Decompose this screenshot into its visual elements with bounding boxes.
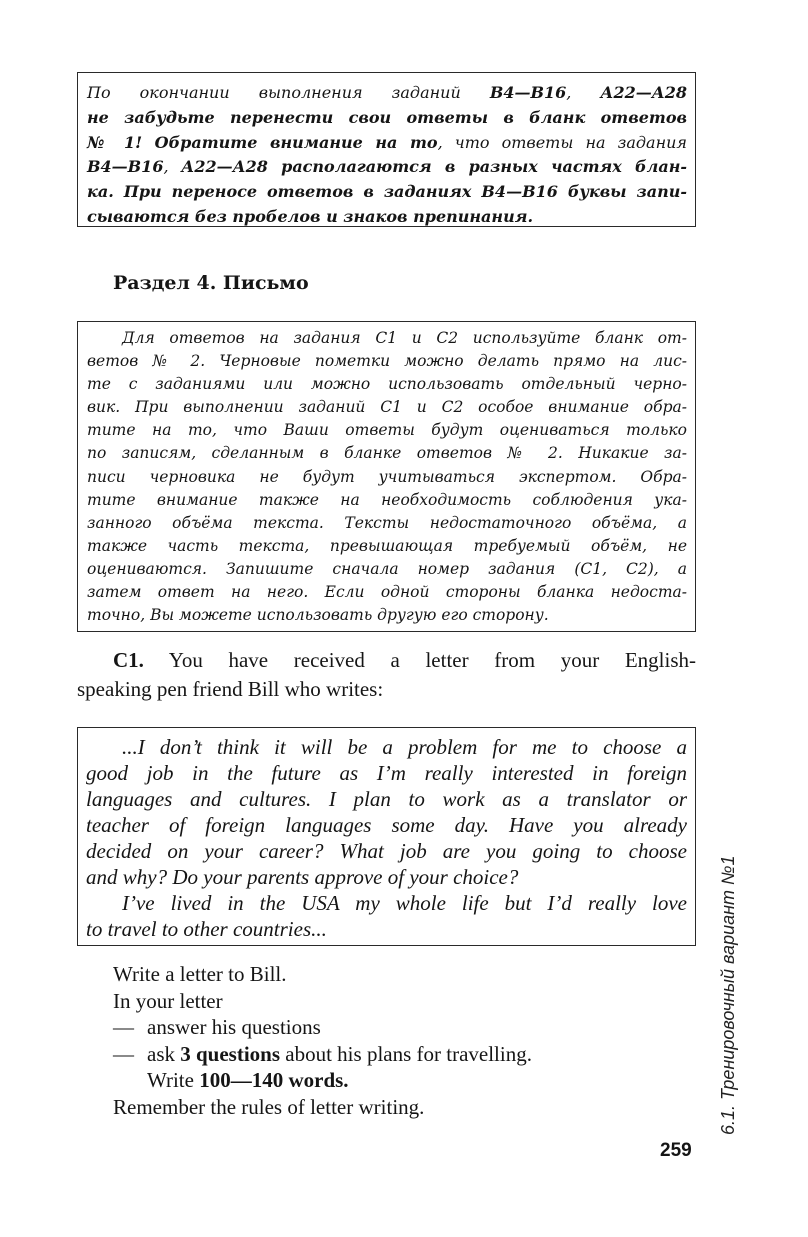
note-line: не забудьте перенести свои ответы в бланк ответов (87, 107, 687, 127)
instruction-line: оцениваются. Запишите сначала номер задания (С1, С2), а (87, 559, 687, 578)
instruction-line: тите на то, что Ваши ответы будут оцениваться только (87, 421, 687, 440)
letter-line: I’ve lived in the USA my whole life but I’d really love (122, 891, 687, 915)
writing-instructions-box (77, 321, 696, 632)
instruction-line: также часть текста, превышающая требуемый объём, не (87, 536, 687, 555)
task-intro-line: speaking pen friend Bill who writes: (77, 677, 384, 701)
instruction-line: тите внимание также на необходимость соблюдения ука- (87, 490, 687, 509)
task-instructions (113, 961, 532, 1120)
note-line: сываются без пробелов и знаков препинания. (87, 206, 534, 226)
bullet-item: — ask 3 questions about his plans for travelling. (113, 1041, 532, 1066)
section-heading: Раздел 4. Письмо (113, 272, 309, 294)
exam-note-box (77, 72, 696, 227)
instruction-line: писи черновика не будут учитываться экспертом. Обра- (87, 467, 687, 486)
instruction-line: затем ответ на него. Если одной стороны бланка недоста- (87, 583, 687, 602)
task-intro-line: C1. You have received a letter from your English- (113, 648, 696, 672)
task-number: C1. (113, 648, 144, 672)
task-intro (77, 646, 696, 704)
note-line: № 1! Обратите внимание на то, что ответы на задания (87, 132, 688, 152)
letter-line: and why? Do your parents approve of your choice? (86, 865, 519, 889)
dash-bullet: — (113, 1041, 134, 1066)
letter-line: ...I don’t think it will be a problem for me to choose a (122, 735, 687, 759)
note-line: ка. При переносе ответов в заданиях В4—В16 буквы запи- (87, 182, 687, 202)
letter-excerpt-box (77, 727, 696, 946)
instruction-text: In your letter (113, 988, 223, 1013)
side-caption: 6.1. Тренировочный вариант №1 (718, 855, 738, 1135)
instruction-line: Для ответов на задания С1 и С2 используйте бланк от- (122, 329, 687, 347)
instruction-line: занного объёма текста. Тексты недостаточного объёма, а (87, 513, 687, 532)
letter-line: teacher of foreign languages some day. Have you already (86, 813, 687, 837)
page-number: 259 (660, 1140, 692, 1161)
note-line: В4—В16, А22—А28 располагаются в разных частях блан- (87, 157, 687, 177)
instruction-text: Remember the rules of letter writing. (113, 1094, 425, 1119)
instruction-line: по записям, сделанным в бланке ответов № 2. Никакие за- (87, 444, 687, 463)
instruction-line: точно, Вы можете использовать другую его сторону. (87, 606, 549, 625)
letter-line: to travel to other countries... (86, 917, 327, 941)
word-count-requirement: Write 100—140 words. (147, 1068, 349, 1092)
instruction-text: Write a letter to Bill. (113, 962, 287, 986)
instruction-line: те с заданиями или можно использовать отдельный черно- (87, 375, 687, 394)
dash-bullet: — (113, 1015, 134, 1039)
instruction-line: ветов № 2. Черновые пометки можно делать прямо на лис- (87, 352, 687, 371)
letter-line: languages and cultures. I plan to work as a translator or (86, 787, 687, 811)
letter-line: decided on your career? What job are you going to choose (86, 839, 687, 863)
bullet-item: — answer his questions (113, 1015, 321, 1039)
note-line: По окончании выполнения заданий В4—В16, А22—А28 (87, 83, 687, 102)
instruction-line: вик. При выполнении заданий С1 и С2 особое внимание обра- (87, 398, 687, 417)
letter-line: good job in the future as I’m really interested in foreign (86, 761, 687, 785)
